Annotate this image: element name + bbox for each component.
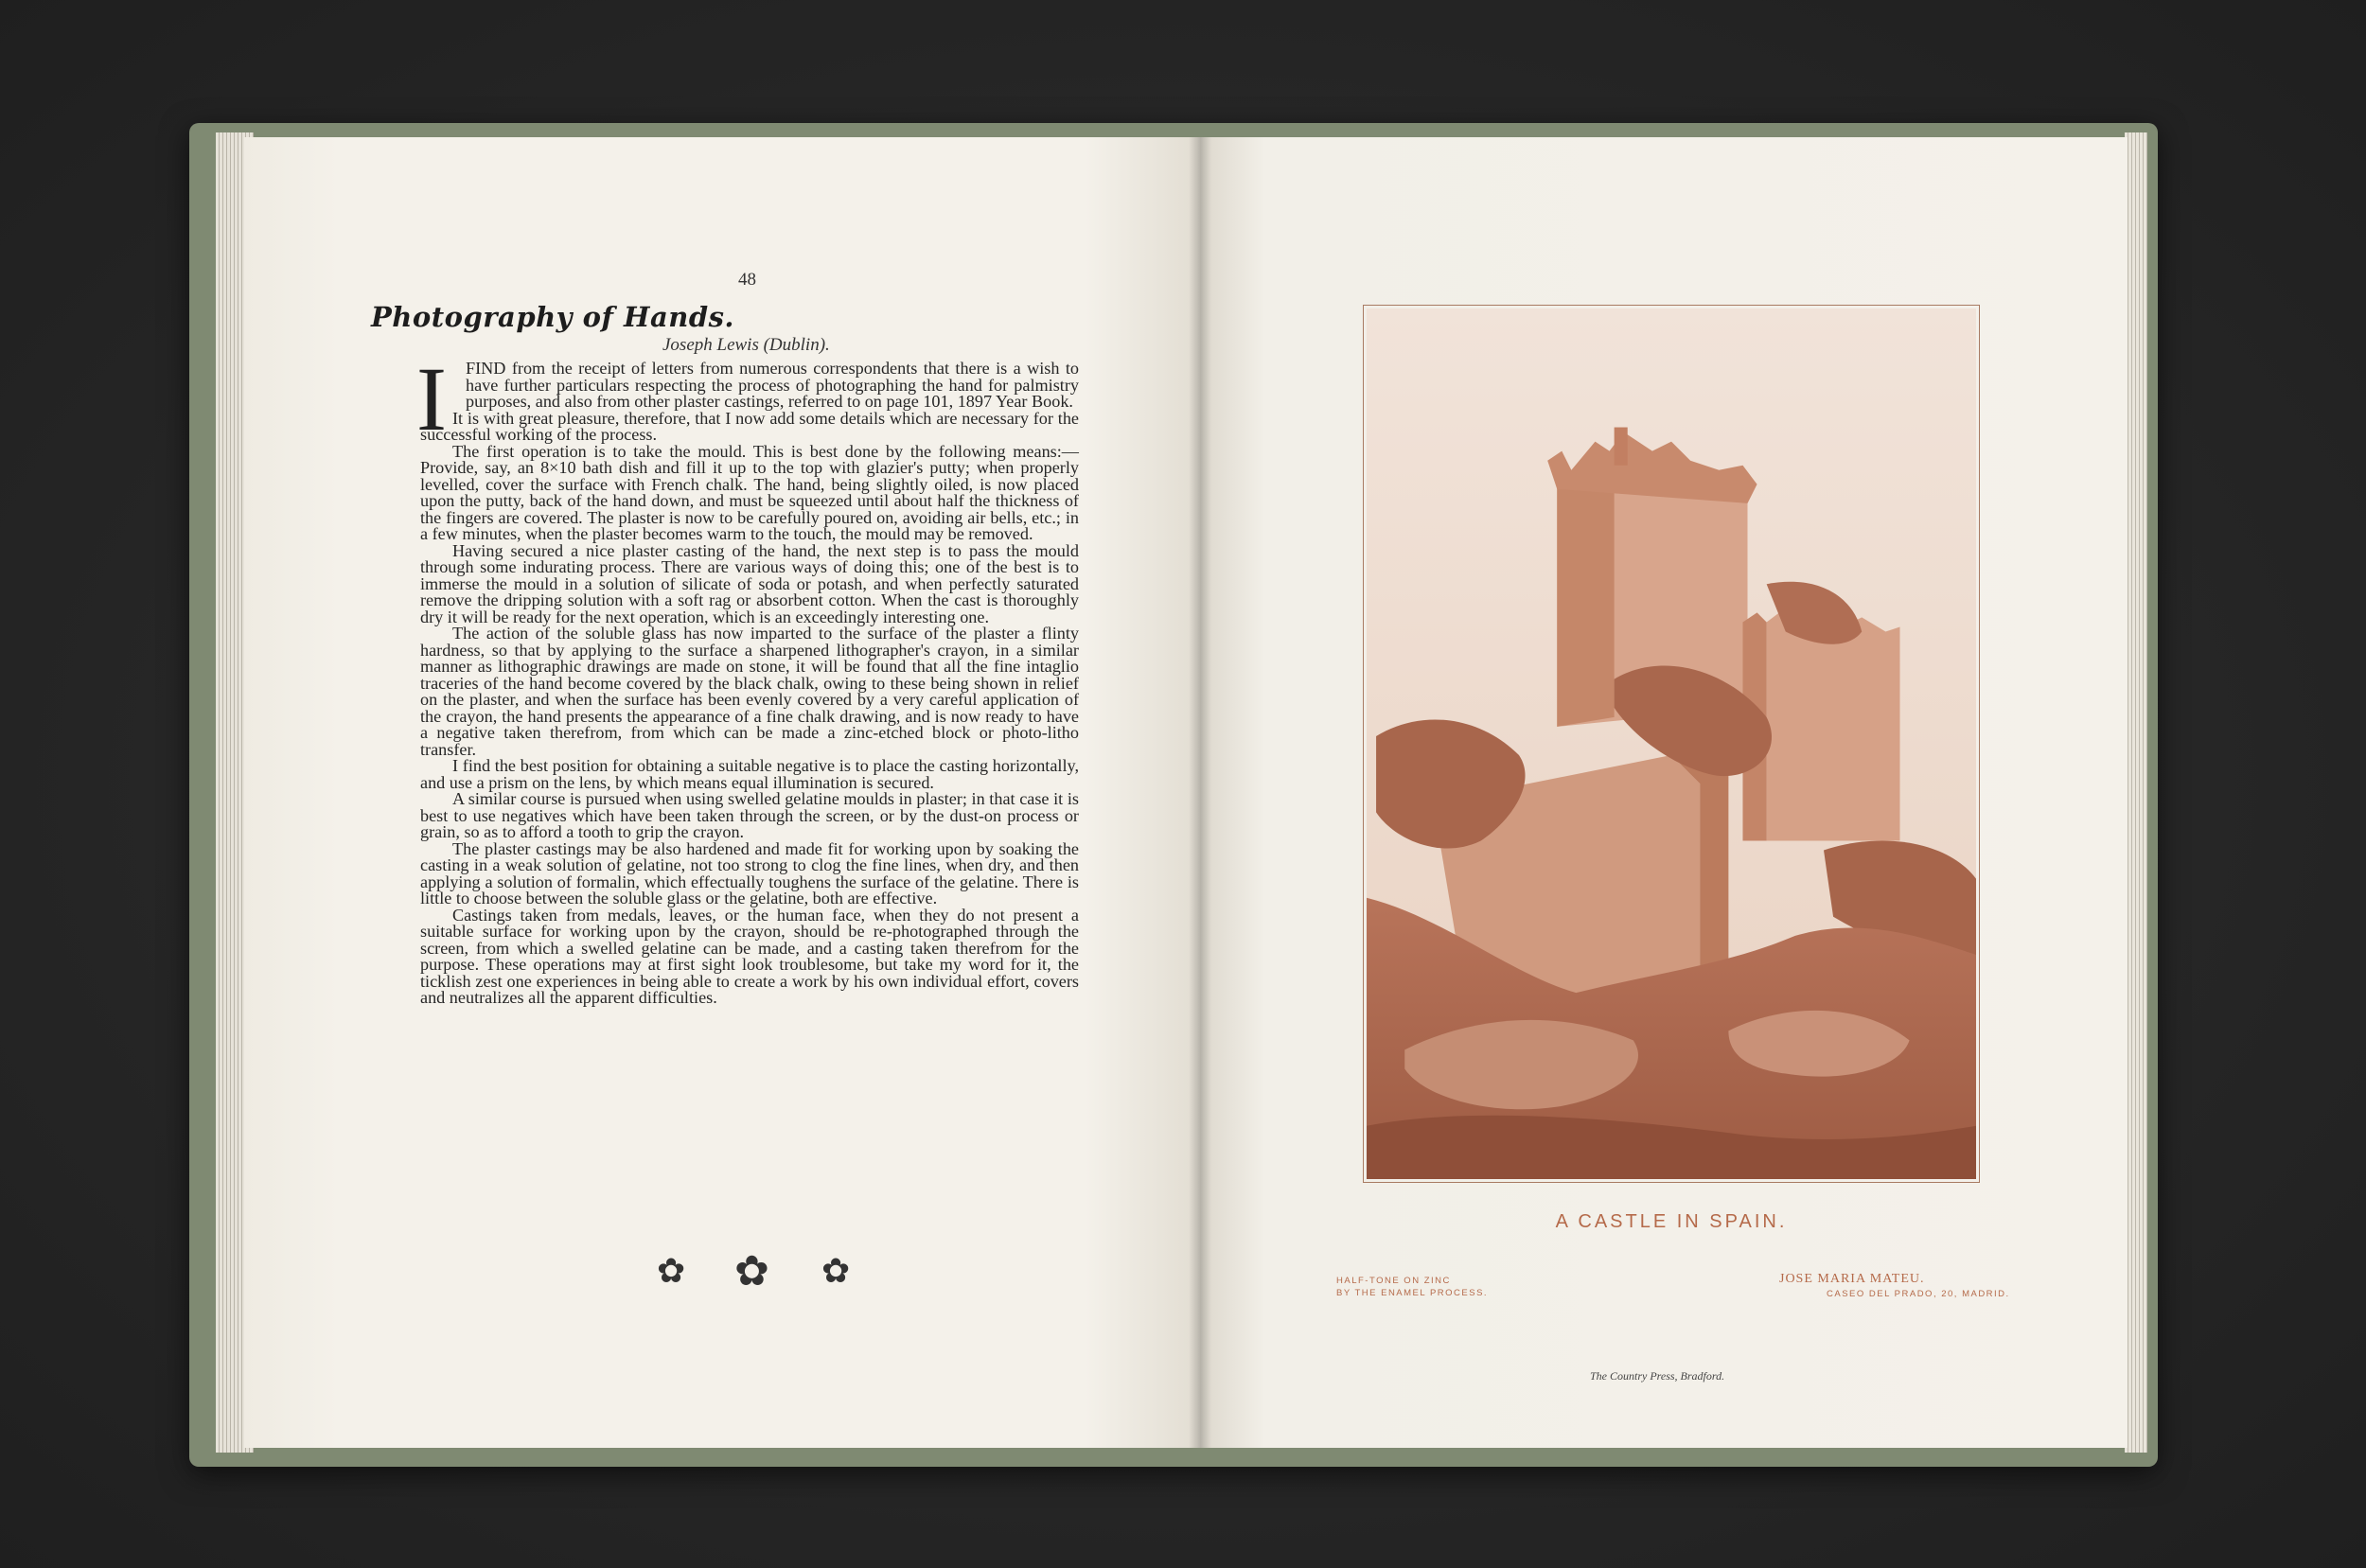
paragraph: The first operation is to take the mould. This is best done by the following means:—Provide, say, an 8×10 bath dish and fill it up to the top with glazier's putty; when properly levelled, cover the surface with French chalk. The hand, being slightly oiled, is now placed upon the putty, back of the hand down, and must be squeezed until about half the thickness of the fingers are covered. The plaster is now to be carefully poured on, avoiding air bells, etc.; in a few minutes, when the plaster becomes warm to the touch, the mould may be removed. xyxy=(420,441,1079,543)
castle-photograph xyxy=(1363,305,1980,1183)
photographer-credit xyxy=(1779,1272,2010,1302)
pansy-ornament-icon: ✿ xyxy=(657,1252,686,1290)
printer-imprint: The Country Press, Bradford. xyxy=(1590,1369,1725,1383)
article-body xyxy=(420,361,1079,1007)
process-credit-line: BY THE ENAMEL PROCESS. xyxy=(1336,1288,1489,1298)
pansy-ornament-icon: ✿ xyxy=(821,1252,851,1290)
paragraph: FIND from the receipt of letters from numerous correspondents that there is a wish to have further particulars respecting the process of photographing the hand for palmistry purposes, and also from other plaster castings, referred to on page 101, 1897 Year Book. xyxy=(466,359,1079,411)
article-title: Photography of Hands. xyxy=(371,301,735,333)
article-byline: Joseph Lewis (Dublin). xyxy=(662,335,830,355)
paragraph: The plaster castings may be also hardened and made fit for working upon by soaking the casting in a weak solution of gelatine, not too strong to clog the fine lines, when dry, and then applying a solution of formalin, which effectually toughens the surface of the gelatine. There is little to choose between the soluble glass or the gelatine, both are effective. xyxy=(420,838,1079,907)
book-gutter xyxy=(1189,137,1211,1448)
paragraph: The action of the soluble glass has now imparted to the surface of the plaster a flinty hardness, so that by applying to the surface a sharpened lithographer's crayon, in a similar manner as lithographic drawings are made on stone, it will be found that all the fine intaglio traceries of the hand become covered by the black chalk, owing to these being shown in relief on the plaster, and when the surface has been evenly covered by a very careful application of the crayon, the hand presents the appearance of a fine chalk drawing, and is now ready to have a negative taken therefrom, from which can be made a zinc-etched block or photo-litho transfer. xyxy=(420,624,1079,759)
drop-cap: I xyxy=(416,348,447,449)
paragraph: Having secured a nice plaster casting of the hand, the next step is to pass the mould through some indurating process. There are various ways of doing this; one of the best is to immerse the mould in a solution of silicate of soda or potash, and when perfectly saturated remove the dripping solution with a soft rag or absorbent cotton. When the cast is thoroughly dry it will be ready for the next operation, which is an exceedingly interesting one. xyxy=(420,540,1079,626)
paragraph: Castings taken from medals, leaves, or the human face, when they do not present a suitable surface for working upon by the crayon, should be re-photographed through the screen, from which a swelled gelatine can be made, and a casting taken therefrom for the purpose. These operations may at first sight look troublesome, but take my word for it, the ticklish zest one experiences in being able to create a work by his own individual effort, covers and neutralizes all the apparent difficulties. xyxy=(420,905,1079,1007)
paragraph: A similar course is pursued when using swelled gelatine moulds in plaster; in that case it is best to use negatives which have been taken through the screen, or by the dust-on process or grain, so as to afford a tooth to grip the crayon. xyxy=(420,789,1079,841)
paragraph: I find the best position for obtaining a suitable negative is to place the casting horizontally, and use a prism on the lens, by which means equal illumination is secured. xyxy=(420,756,1079,792)
process-credit xyxy=(1336,1275,1488,1299)
castle-image xyxy=(1367,308,1976,1179)
right-page-edges xyxy=(2125,132,2147,1453)
photographer-address: CASEO DEL PRADO, 20, MADRID. xyxy=(1827,1289,2010,1299)
photographer-name: JOSE MARIA MATEU. xyxy=(1779,1272,1925,1286)
pansy-ornament-icon: ✿ xyxy=(734,1248,769,1295)
page-number: 48 xyxy=(738,270,756,290)
process-credit-line: HALF-TONE ON ZINC xyxy=(1336,1276,1451,1286)
paragraph: It is with great pleasure, therefore, that I now add some details which are necessary for the successful working of the process. xyxy=(420,408,1079,444)
photo-caption: A CASTLE IN SPAIN. xyxy=(1555,1211,1788,1232)
